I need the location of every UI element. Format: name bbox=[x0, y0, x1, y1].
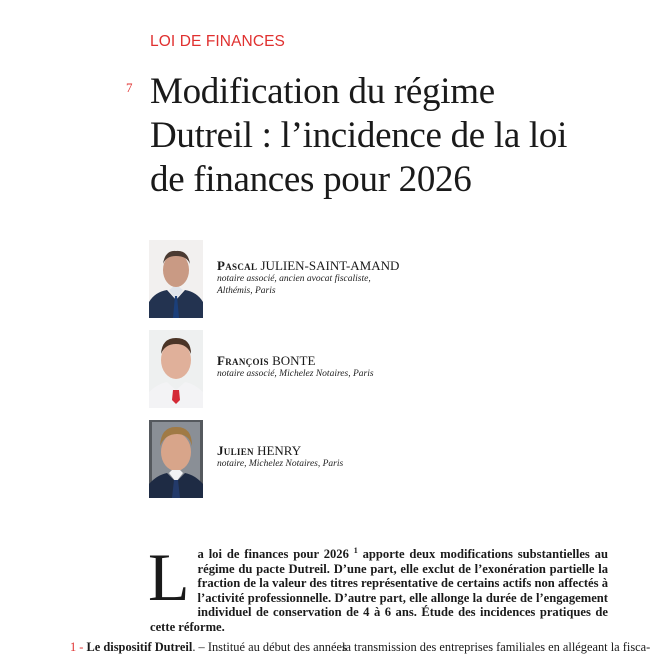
portrait-icon bbox=[149, 240, 203, 318]
paragraph-separator: - bbox=[76, 640, 87, 654]
author-last-name: BONTE bbox=[272, 353, 316, 368]
author-name bbox=[217, 258, 417, 273]
portrait-icon bbox=[149, 420, 203, 498]
author-info bbox=[217, 443, 417, 470]
portrait-icon bbox=[149, 330, 203, 408]
abstract-text: apporte deux modifications substantielles au régime du pacte Dutreil. D’une part, elle exclut de l’exonération partielle la fraction de la valeur des titres représentative de certains actifs non affectés à l’activité professionnelle. D’autre part, elle allonge la durée de l’engagement individuel de conservation de 4 à 6 ans. Étude des incidences pratiques de cette réforme. bbox=[150, 547, 608, 634]
author-card bbox=[149, 240, 549, 320]
author-name bbox=[217, 443, 417, 458]
author-role: notaire associé, ancien avocat fiscaliste, bbox=[217, 274, 371, 284]
author-first-name: Pascal bbox=[217, 258, 258, 273]
paragraph-title: Le dispositif Dutreil bbox=[86, 640, 193, 654]
abstract bbox=[148, 539, 608, 635]
paragraph-number: 1 bbox=[70, 640, 77, 654]
body-column-right bbox=[342, 640, 650, 655]
author-affiliation: Althémis, Paris bbox=[217, 286, 276, 296]
author-name bbox=[217, 353, 417, 368]
body-column-left bbox=[70, 640, 347, 655]
paragraph-text: . – Institué au début des années bbox=[192, 640, 347, 654]
footnote-ref[interactable]: 1 bbox=[353, 545, 358, 555]
author-photo bbox=[149, 330, 203, 408]
author-first-name: Julien bbox=[217, 443, 254, 458]
author-photo bbox=[149, 240, 203, 318]
author-card bbox=[149, 420, 549, 500]
author-card bbox=[149, 330, 549, 410]
author-photo bbox=[149, 420, 203, 498]
author-last-name: JULIEN-SAINT-AMAND bbox=[260, 258, 400, 273]
article-title: Modification du régime Dutreil : l’incidence de la loi de finances pour 2026 bbox=[150, 71, 568, 200]
section-label: LOI DE FINANCES bbox=[150, 33, 285, 50]
abstract-text-start: a loi de finances pour 2026 bbox=[197, 547, 349, 561]
author-info bbox=[217, 353, 417, 380]
article-number: 7 bbox=[126, 80, 133, 95]
author-info bbox=[217, 258, 417, 297]
dropcap: L bbox=[148, 539, 190, 615]
author-last-name: HENRY bbox=[257, 443, 302, 458]
author-role: notaire, Michelez Notaires, Paris bbox=[217, 459, 344, 469]
paragraph-text: la transmission des entreprises familiales en allégeant la fisca- bbox=[342, 640, 651, 654]
author-role: notaire associé, Michelez Notaires, Paris bbox=[217, 369, 374, 379]
author-first-name: François bbox=[217, 353, 269, 368]
